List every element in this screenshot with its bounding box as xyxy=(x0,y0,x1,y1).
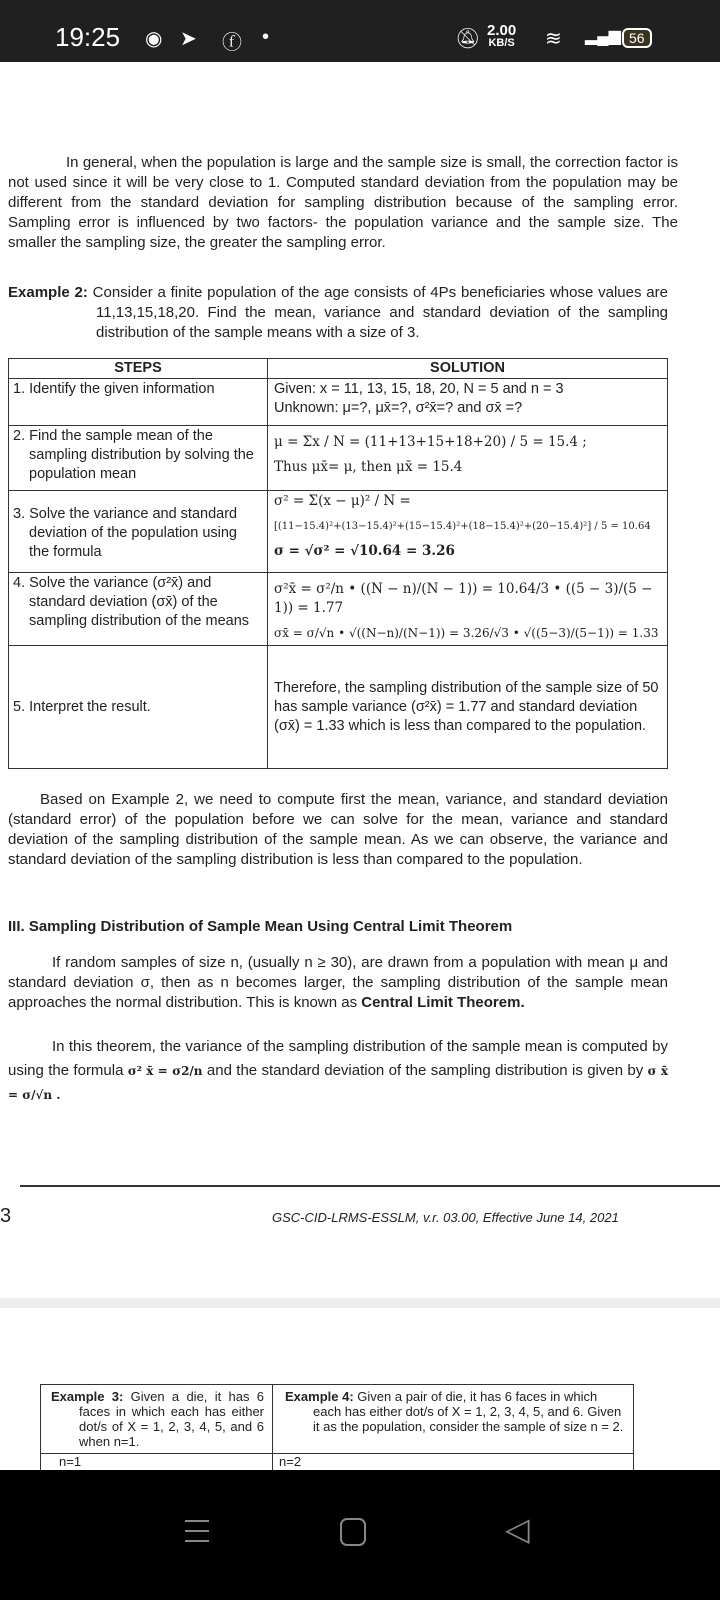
step-1: 1. Identify the given information xyxy=(9,379,268,426)
recent-apps-button[interactable] xyxy=(185,1520,209,1542)
steps-table xyxy=(8,358,668,769)
back-button[interactable]: ◁ xyxy=(505,1511,530,1547)
example-2 xyxy=(8,283,668,343)
n2-cell: n=2 xyxy=(273,1454,634,1471)
example-3-label: Example 3: xyxy=(51,1389,124,1404)
sd-formula: σ x̄ = σ/√n . xyxy=(8,1064,668,1102)
example-3 xyxy=(41,1385,273,1454)
solution-line: σx̄ = σ/√n • √((N−n)/(N−1)) = 3.26/√3 • √((5−3)/(5−1)) = 1.33 xyxy=(274,626,659,640)
step-3: 3. Solve the variance and standard deviation of the population using the formula xyxy=(9,491,268,573)
example-4 xyxy=(273,1385,634,1454)
variance-formula: σ² x̄ = σ2/n xyxy=(127,1064,203,1078)
home-button[interactable] xyxy=(340,1518,366,1546)
solution-line: Therefore, the sampling distribution of the sample size of 50 has sample variance (σ²x̄) = 1.77 and standard deviation (σx̄) = 1.33 which is less than compared to the population. xyxy=(268,646,668,769)
example-3-text: Given a die, it has 6 faces in which each has either dot/s of X = 1, 2, 3, 4, 5, and 6 when n=1. xyxy=(79,1389,264,1449)
footer-divider xyxy=(20,1185,720,1187)
header-steps: STEPS xyxy=(9,359,268,379)
examples-table xyxy=(40,1384,634,1471)
theorem-text: and the standard deviation of the sampling distribution is given by xyxy=(206,1062,644,1079)
solution-line: σ² = Σ(x − μ)² / N = xyxy=(274,493,411,509)
telegram-icon: ➤ xyxy=(180,28,197,50)
example-2-text: Consider a finite population of the age consists of 4Ps beneficiaries whose values are 11,13,15,18,20. Find the mean, variance and standard deviation of the sampling distribution of the sample means with a size of 3. xyxy=(92,284,668,341)
example-4-label: Example 4: xyxy=(285,1389,354,1404)
solution-line: Given: x = 11, 13, 15, 18, 20, N = 5 and n = 3 xyxy=(274,381,564,397)
intro-paragraph: In general, when the population is large and the sample size is small, the correction factor is not used since it will be very close to 1. Computed standard deviation from the population may be different from the standard deviation for sampling distribution because of the sampling error. Sampling error is influenced by two factors- the population variance and the sample size. The smaller the sampling size, the greater the sampling error. xyxy=(8,154,678,251)
step-5: 5. Interpret the result. xyxy=(9,646,268,769)
messenger-icon: ◉ xyxy=(145,28,163,50)
section-heading: III. Sampling Distribution of Sample Mean Using Central Limit Theorem xyxy=(8,918,513,935)
clt-text: If random samples of size n, (usually n ≥ 30), are drawn from a population with mean μ and standard deviation σ, then as n becomes larger, the sampling distribution of the sample mean approaches the normal distribution. This is known as xyxy=(8,954,668,1011)
wifi-icon: ≋ xyxy=(545,28,562,50)
facebook-icon: ⓕ xyxy=(222,32,242,54)
bell-muted-icon: 🔕︎ xyxy=(455,28,481,50)
clock: 19:25 xyxy=(55,22,121,52)
solution-line: Unknown: μ=?, μx̄=?, σ²x̄=? and σx̄ =? xyxy=(274,400,523,416)
solution-line: σ²x̄ = σ²/n • ((N − n)/(N − 1)) = 10.64/3 • ((5 − 3)/(5 − 1)) = 1.77 xyxy=(274,581,653,616)
dot-icon: • xyxy=(262,26,270,48)
solution-line: [(11−15.4)²+(13−15.4)²+(15−15.4)²+(18−15.4)²+(20−15.4)²] / 5 = 10.64 xyxy=(274,521,651,532)
page-break xyxy=(0,1298,720,1308)
example-4-text: Given a pair of die, it has 6 faces in which each has either dot/s of X = 1, 2, 3, 4, 5, and 6. Given it as the population, consider the sample of size n = 2. xyxy=(313,1389,624,1434)
clt-term: Central Limit Theorem. xyxy=(361,994,525,1011)
theorem-paragraph xyxy=(8,1035,668,1107)
example-2-label: Example 2: xyxy=(8,284,88,301)
based-paragraph: Based on Example 2, we need to compute first the mean, variance, and standard deviation (standard error) of the population before we can solve for the mean, variance and standard deviation of the sampling distribution of the sample mean. As we can observe, the variance and standard deviation of the sampling distribution is less than compared to the population. xyxy=(8,791,668,868)
step-4: 4. Solve the variance (σ²x̄) and standard deviation (σx̄) of the sampling distribution of the means xyxy=(9,573,268,646)
page-number: 3 xyxy=(0,1205,12,1227)
solution-line: μ = Σx / N = (11+13+15+18+20) / 5 = 15.4 ; xyxy=(274,434,587,450)
solution-line: σ = √σ² = √10.64 = 3.26 xyxy=(274,543,455,559)
header-solution: SOLUTION xyxy=(268,359,668,379)
clt-paragraph xyxy=(8,953,668,1013)
n1-cell: n=1 xyxy=(41,1454,273,1471)
theorem-text: In this theorem, the variance of the sampling distribution of the sample mean is computed by using the formula xyxy=(8,1038,668,1079)
status-bar xyxy=(0,0,720,62)
step-2: 2. Find the sample mean of the sampling distribution by solving the population mean xyxy=(9,426,268,491)
solution-line: Thus μx̄= μ, then μx̄ = 15.4 xyxy=(274,459,463,475)
navigation-bar xyxy=(0,1470,720,1600)
signal-icon: ▂▄▆ xyxy=(585,28,621,45)
doc-code: GSC-CID-LRMS-ESSLM, v.r. 03.00, Effective June 14, 2021 xyxy=(272,1210,619,1225)
battery-indicator: 56 xyxy=(622,28,652,48)
network-speed: 2.00 KB/S xyxy=(487,22,517,49)
